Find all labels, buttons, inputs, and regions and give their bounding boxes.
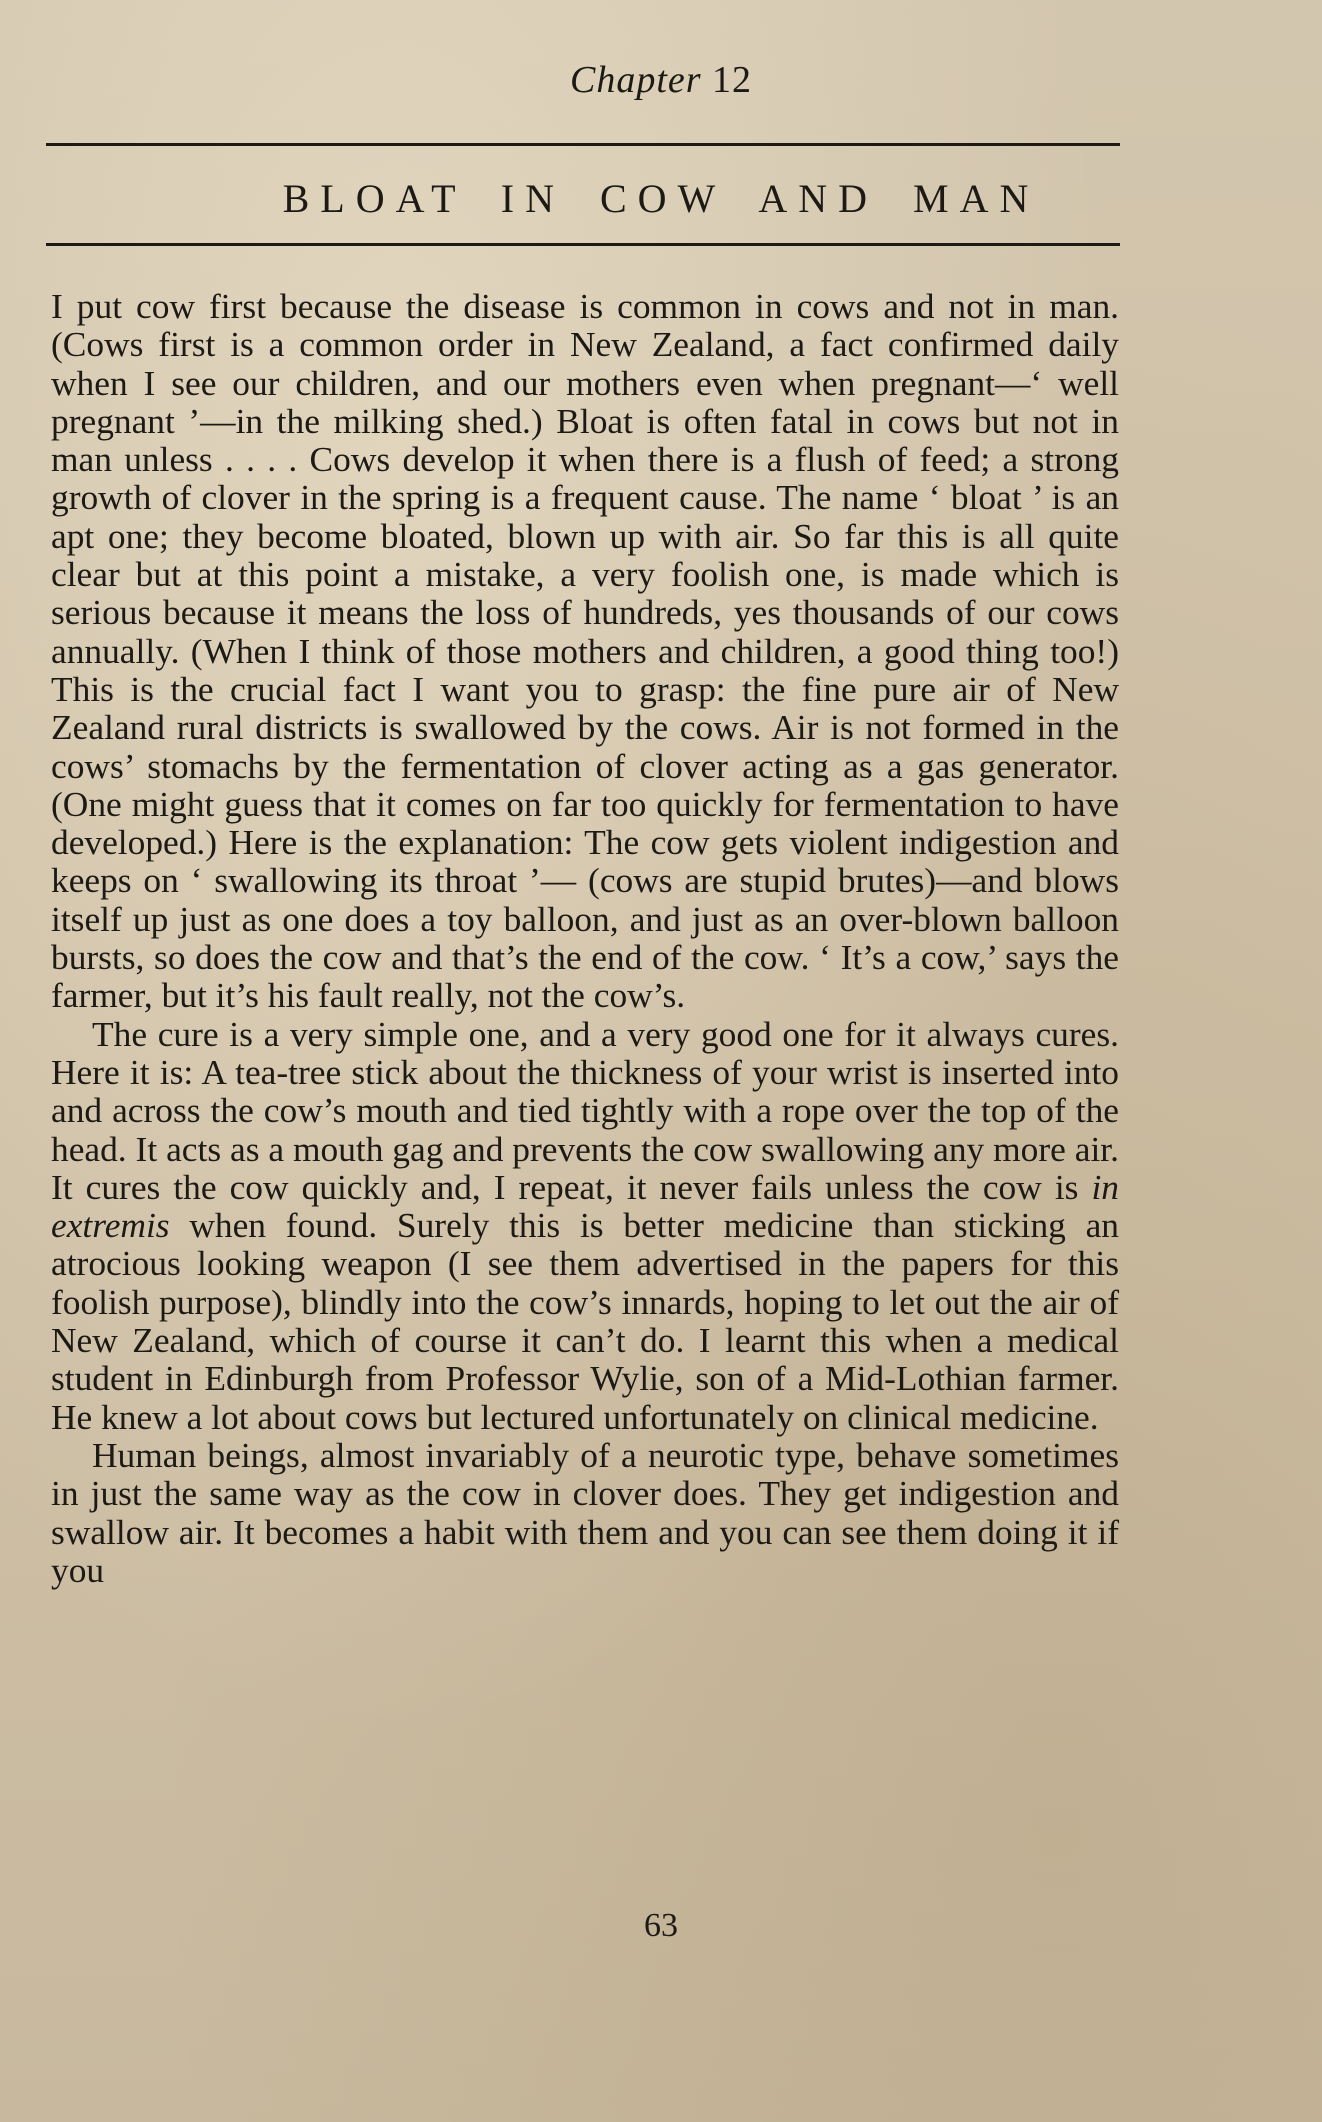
italic-phrase: in extremis	[51, 1166, 1119, 1246]
chapter-word: Chapter	[569, 59, 702, 101]
paragraph-3	[51, 1436, 1119, 1589]
bottom-rule	[46, 243, 1120, 246]
paragraph-2-text-start: The cure is a very simple one, and a very good one for it always cures. Here it is: A tea-tree stick about the thickness of your wrist is inserted into and across the cow’s mouth and tied tightly with a rope over the top of the head. It acts as a mouth gag and prevents the cow swallowing any more air. It cures the cow quickly and, I repeat, it never fails unless the cow is	[51, 1013, 1119, 1207]
body-text	[51, 287, 1119, 1589]
top-rule	[46, 143, 1120, 146]
paragraph-2-text-end: when found. Surely this is better medicine than sticking an atrocious looking weapon (I see them advertised in the papers for this foolish purpose), blindly into the cow’s innards, hoping to let out the air of New Zealand, which of course it can’t do. I learnt this when a medical student in Edinburgh from Professor Wylie, son of a Mid-Lothian farmer. He knew a lot about cows but lectured unfortunately on clinical medicine.	[51, 1205, 1119, 1437]
paragraph-2	[51, 1015, 1119, 1436]
chapter-number: 12	[712, 59, 753, 101]
paragraph-1	[51, 287, 1119, 1015]
chapter-title: BLOAT IN COW AND MAN	[282, 176, 1040, 221]
paragraph-1-text: I put cow first because the disease is common in cows and not in man. (Cows first is a common order in New Zealand, a fact confirmed daily when I see our children, and our mothers even when pregnant—‘ well pregnant ’—in the milking shed.) Bloat is often fatal in cows but not in man unless . . . . Cows develop it when there is a flush of feed; a strong growth of clover in the spring is a frequent cause. The name ‘ bloat ’ is an apt one; they become bloated, blown up with air. So far this is all quite clear but at this point a mistake, a very foolish one, is made which is serious because it means the loss of hundreds, yes thousands of our cows annually. (When I think of those mothers and children, a good thing too!) This is the crucial fact I want you to grasp: the fine pure air of New Zealand rural districts is swallowed by the cows. Air is not formed in the cows’ stomachs by the fermentation of clover acting as a gas generator. (One might guess that it comes on far too quickly for fermentation to have developed.) Here is the explanation: The cow gets violent indigestion and keeps on ‘ swallowing its throat ’— (cows are stupid brutes)—and blows itself up just as one does a toy balloon, and just as an over-blown balloon bursts, so does the cow and that’s the end of the cow. ‘ It’s a cow,’ says the farmer, but it’s his fault really, not the cow’s.	[51, 286, 1119, 1016]
chapter-heading	[0, 58, 1322, 102]
page-number: 63	[644, 1907, 678, 1944]
paragraph-3-text: Human beings, almost invariably of a neurotic type, behave sometimes in just the same way as the cow in clover does. They get indigestion and swallow air. It becomes a habit with them and you can see them doing it if you	[51, 1434, 1119, 1590]
